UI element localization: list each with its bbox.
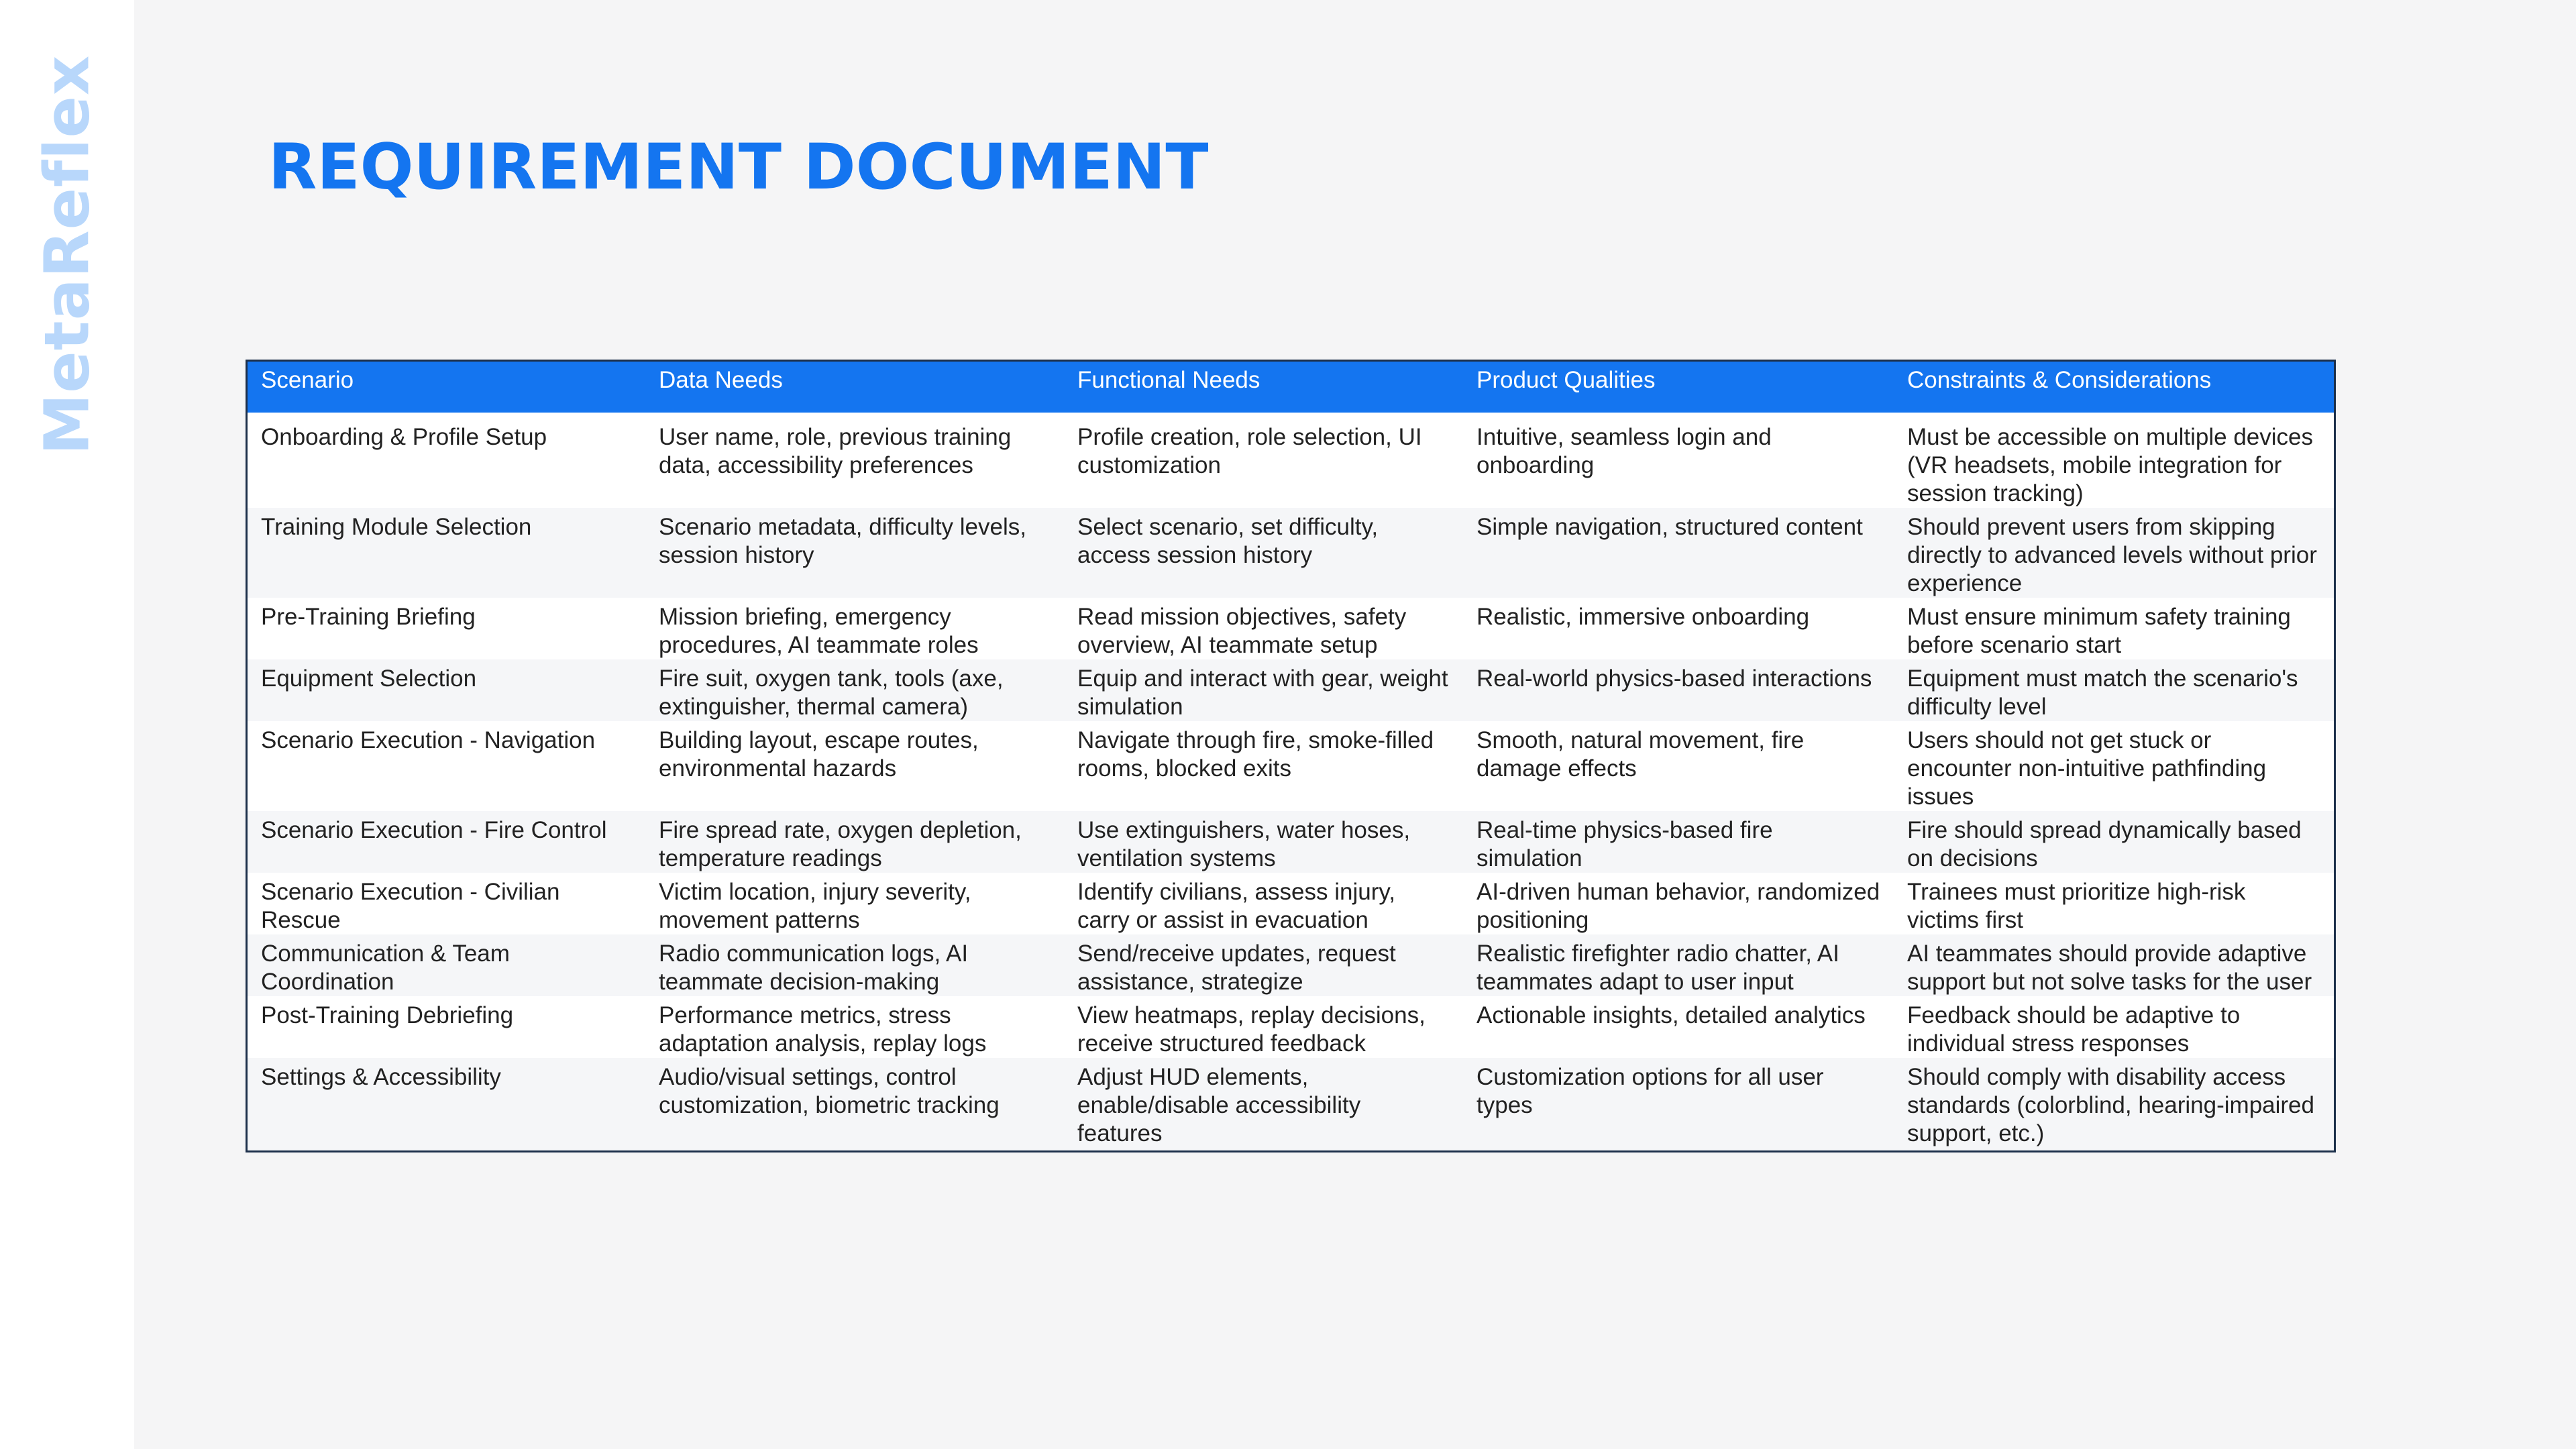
cell-product-qualities: Customization options for all user types	[1463, 1058, 1894, 1150]
cell-functional-needs: Read mission objectives, safety overview, AI teammate setup	[1064, 598, 1463, 659]
header-functional-needs: Functional Needs	[1064, 362, 1463, 413]
cell-constraints: Trainees must prioritize high-risk victims first	[1894, 873, 2334, 934]
cell-data-needs: Fire suit, oxygen tank, tools (axe, extinguisher, thermal camera)	[645, 659, 1064, 721]
cell-constraints: Users should not get stuck or encounter non-intuitive pathfinding issues	[1894, 721, 2334, 811]
cell-functional-needs: Adjust HUD elements, enable/disable accessibility features	[1064, 1058, 1463, 1150]
cell-constraints: Should comply with disability access standards (colorblind, hearing-impaired support, etc.)	[1894, 1058, 2334, 1150]
table-row	[248, 413, 2334, 508]
cell-data-needs: Fire spread rate, oxygen depletion, temperature readings	[645, 811, 1064, 873]
cell-product-qualities: Smooth, natural movement, fire damage effects	[1463, 721, 1894, 811]
cell-data-needs: User name, role, previous training data, accessibility preferences	[645, 413, 1064, 508]
cell-scenario: Communication & Team Coordination	[248, 934, 645, 996]
brand-watermark: MetaReflex	[31, 54, 103, 455]
cell-constraints: Equipment must match the scenario's difficulty level	[1894, 659, 2334, 721]
cell-functional-needs: Identify civilians, assess injury, carry or assist in evacuation	[1064, 873, 1463, 934]
table-row	[248, 934, 2334, 996]
cell-scenario: Training Module Selection	[248, 508, 645, 598]
requirements-table-container	[246, 360, 2336, 1152]
cell-data-needs: Radio communication logs, AI teammate decision-making	[645, 934, 1064, 996]
cell-scenario: Pre-Training Briefing	[248, 598, 645, 659]
cell-constraints: Should prevent users from skipping directly to advanced levels without prior experience	[1894, 508, 2334, 598]
cell-constraints: Must ensure minimum safety training before scenario start	[1894, 598, 2334, 659]
cell-functional-needs: Profile creation, role selection, UI customization	[1064, 413, 1463, 508]
cell-scenario: Scenario Execution - Fire Control	[248, 811, 645, 873]
cell-scenario: Settings & Accessibility	[248, 1058, 645, 1150]
cell-product-qualities: Real-time physics-based fire simulation	[1463, 811, 1894, 873]
header-constraints: Constraints & Considerations	[1894, 362, 2334, 413]
cell-product-qualities: Actionable insights, detailed analytics	[1463, 996, 1894, 1058]
table-row	[248, 508, 2334, 598]
cell-constraints: AI teammates should provide adaptive support but not solve tasks for the user	[1894, 934, 2334, 996]
cell-scenario: Post-Training Debriefing	[248, 996, 645, 1058]
table-row	[248, 721, 2334, 811]
cell-scenario: Onboarding & Profile Setup	[248, 413, 645, 508]
cell-data-needs: Building layout, escape routes, environmental hazards	[645, 721, 1064, 811]
cell-scenario: Scenario Execution - Navigation	[248, 721, 645, 811]
table-row	[248, 1058, 2334, 1150]
cell-data-needs: Performance metrics, stress adaptation analysis, replay logs	[645, 996, 1064, 1058]
cell-functional-needs: Send/receive updates, request assistance, strategize	[1064, 934, 1463, 996]
table-row	[248, 811, 2334, 873]
cell-product-qualities: Simple navigation, structured content	[1463, 508, 1894, 598]
table-row	[248, 659, 2334, 721]
header-product-qualities: Product Qualities	[1463, 362, 1894, 413]
cell-functional-needs: Use extinguishers, water hoses, ventilation systems	[1064, 811, 1463, 873]
table-row	[248, 598, 2334, 659]
cell-product-qualities: Realistic firefighter radio chatter, AI teammates adapt to user input	[1463, 934, 1894, 996]
table-row	[248, 873, 2334, 934]
cell-constraints: Fire should spread dynamically based on decisions	[1894, 811, 2334, 873]
cell-data-needs: Victim location, injury severity, movement patterns	[645, 873, 1064, 934]
cell-data-needs: Scenario metadata, difficulty levels, session history	[645, 508, 1064, 598]
cell-data-needs: Mission briefing, emergency procedures, AI teammate roles	[645, 598, 1064, 659]
table-body	[248, 413, 2334, 1150]
requirements-table	[248, 362, 2334, 1150]
header-data-needs: Data Needs	[645, 362, 1064, 413]
header-scenario: Scenario	[248, 362, 645, 413]
cell-product-qualities: Intuitive, seamless login and onboarding	[1463, 413, 1894, 508]
cell-product-qualities: Realistic, immersive onboarding	[1463, 598, 1894, 659]
cell-functional-needs: View heatmaps, replay decisions, receive structured feedback	[1064, 996, 1463, 1058]
cell-functional-needs: Navigate through fire, smoke-filled rooms, blocked exits	[1064, 721, 1463, 811]
cell-functional-needs: Select scenario, set difficulty, access session history	[1064, 508, 1463, 598]
cell-functional-needs: Equip and interact with gear, weight simulation	[1064, 659, 1463, 721]
cell-constraints: Feedback should be adaptive to individual stress responses	[1894, 996, 2334, 1058]
cell-product-qualities: Real-world physics-based interactions	[1463, 659, 1894, 721]
cell-product-qualities: AI-driven human behavior, randomized positioning	[1463, 873, 1894, 934]
left-brand-bar	[0, 0, 134, 1449]
cell-data-needs: Audio/visual settings, control customization, biometric tracking	[645, 1058, 1064, 1150]
cell-scenario: Equipment Selection	[248, 659, 645, 721]
cell-constraints: Must be accessible on multiple devices (VR headsets, mobile integration for session tracking)	[1894, 413, 2334, 508]
cell-scenario: Scenario Execution - Civilian Rescue	[248, 873, 645, 934]
page-title: REQUIREMENT DOCUMENT	[268, 131, 1209, 204]
header-row	[248, 362, 2334, 413]
table-row	[248, 996, 2334, 1058]
table-header	[248, 362, 2334, 413]
